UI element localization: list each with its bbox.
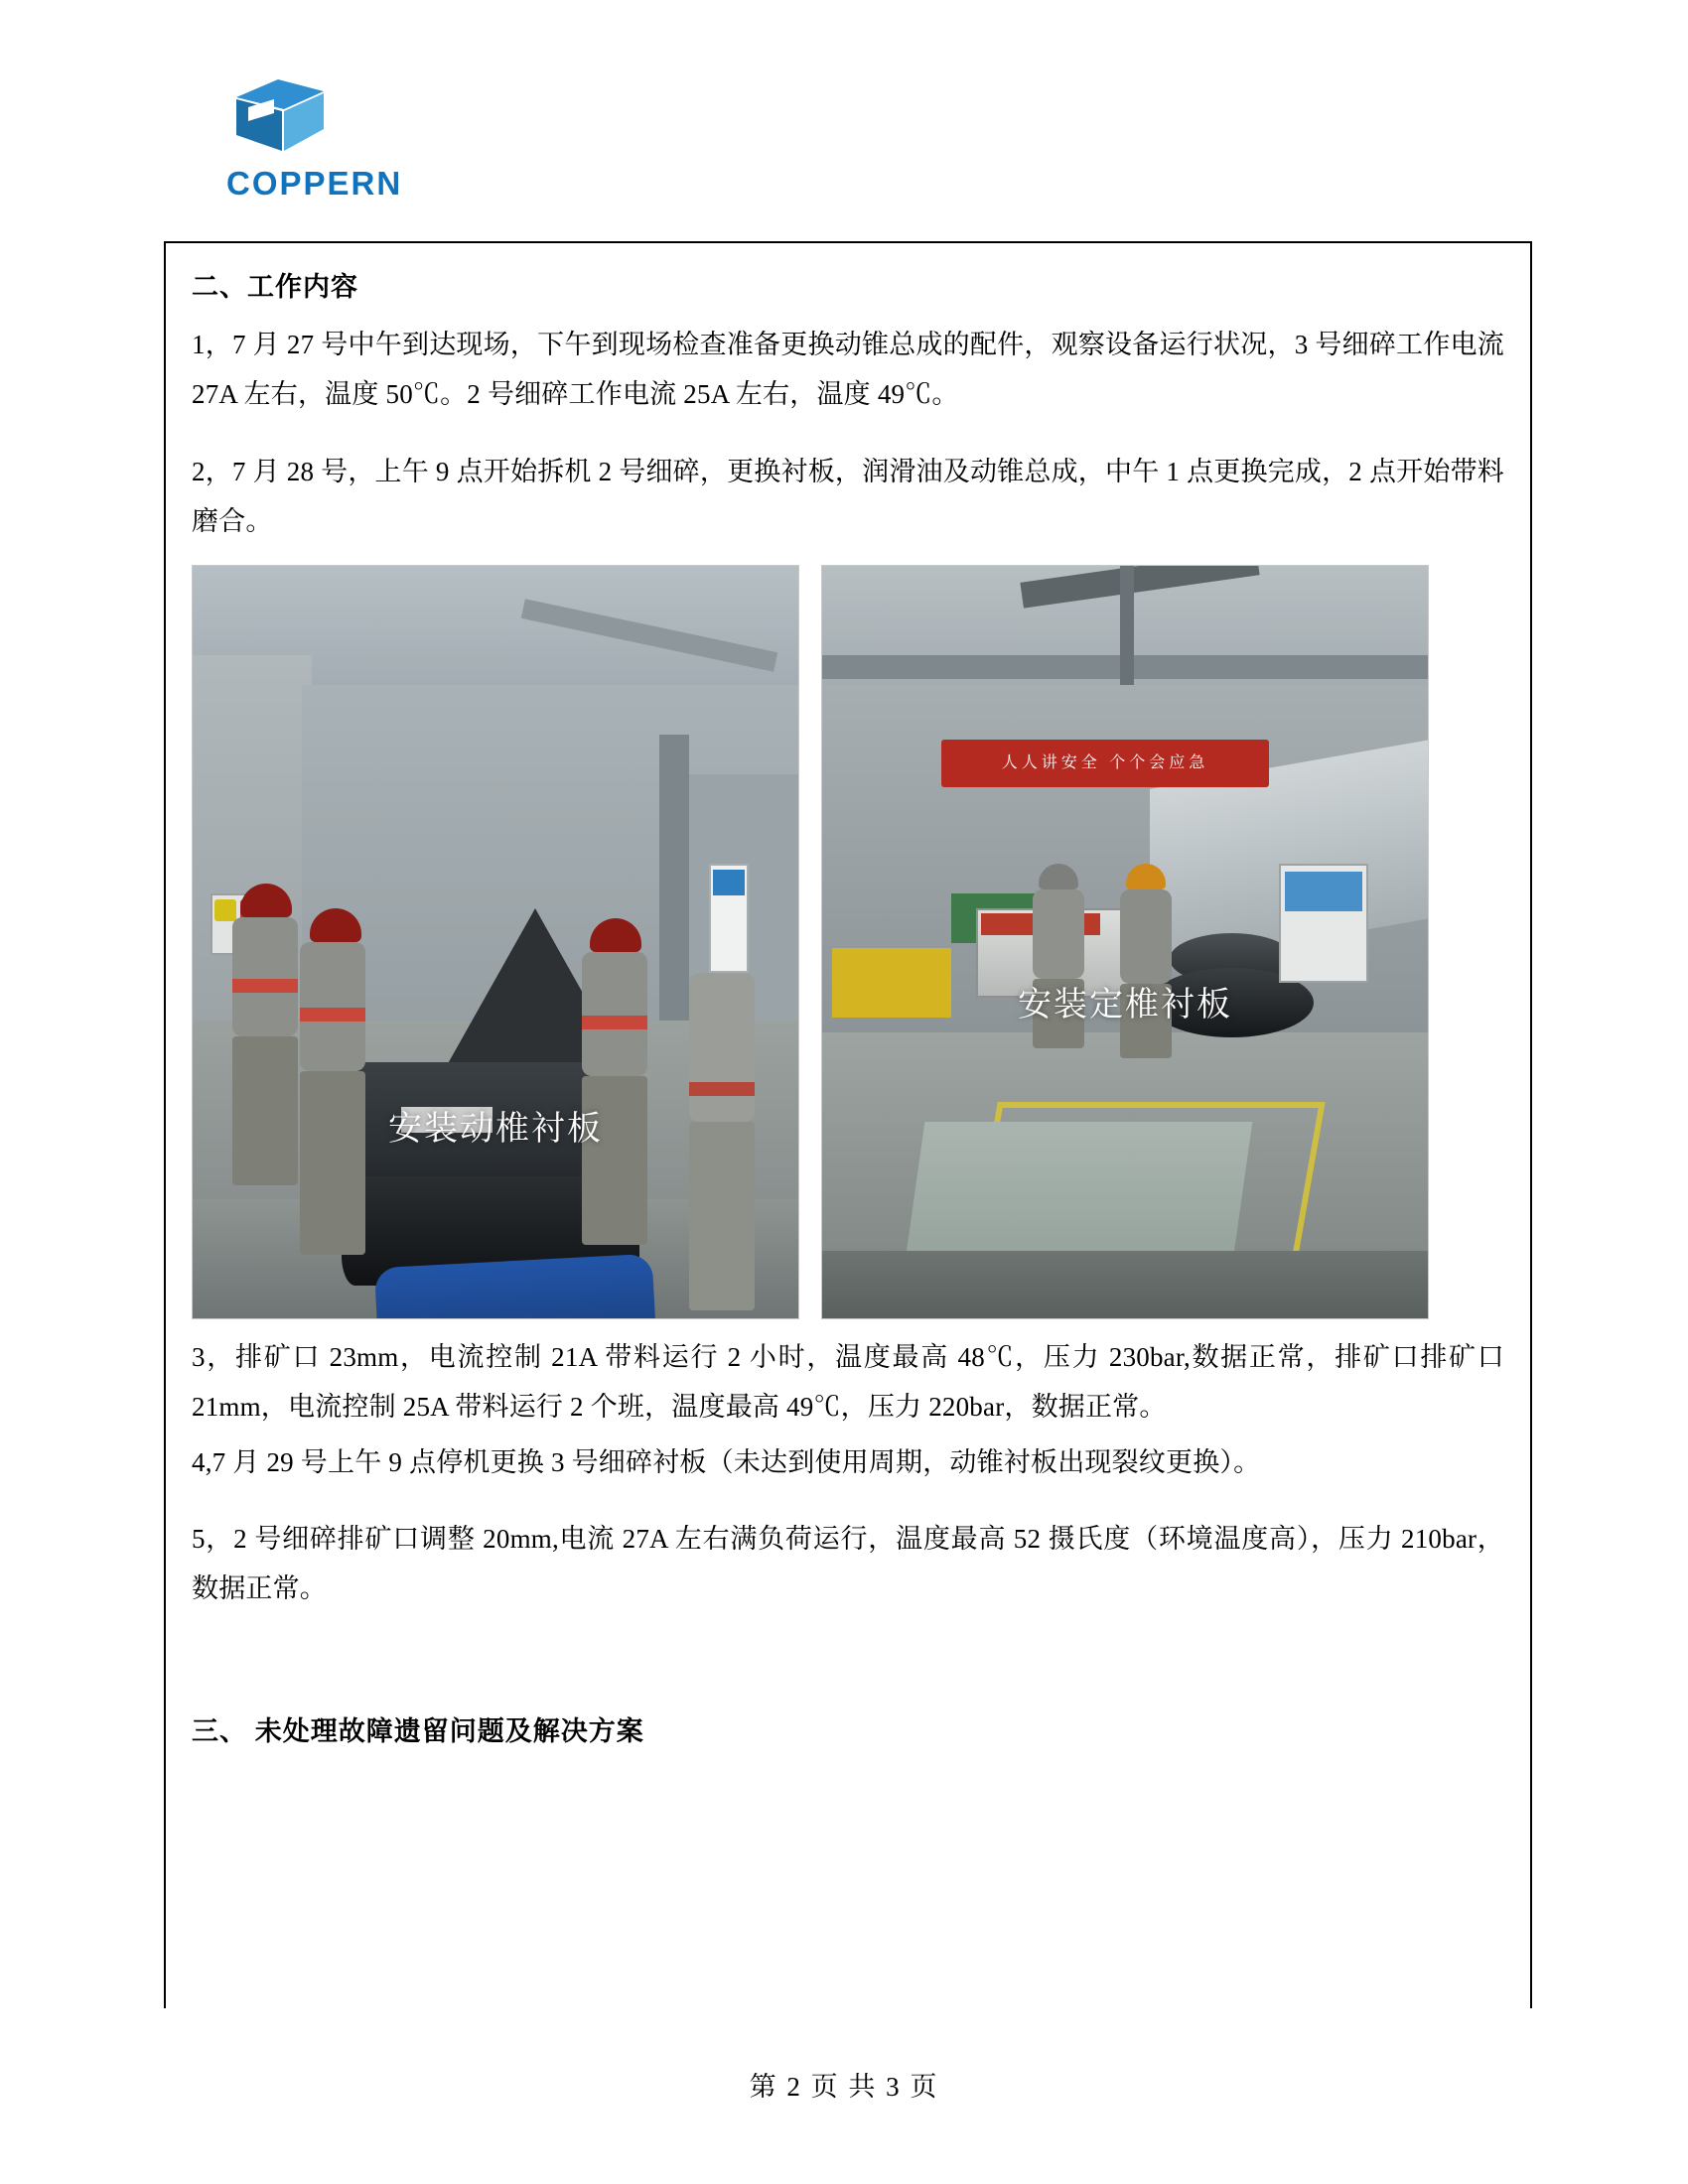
paragraph-3: 3，排矿口 23mm，电流控制 21A 带料运行 2 小时，温度最高 48℃，压力 230bar,数据正常，排矿口排矿口 21mm，电流控制 25A 带料运行 2 个班，温度最高 49℃，压力 220bar，数据正常。	[192, 1341, 1504, 1422]
brand-name: COPPERN	[226, 165, 403, 202]
content-frame	[164, 241, 1532, 2008]
section-three-heading: 三、 未处理故障遗留问题及解决方案	[192, 1716, 644, 1747]
install-fixed-cone-liner-photo	[821, 565, 1429, 1319]
paragraph-1: 1，7 月 27 号中午到达现场，下午到现场检查准备更换动锥总成的配件，观察设备运行状况，3 号细碎工作电流 27A 左右，温度 50℃。2 号细碎工作电流 25A 左右，温度 49℃。	[192, 329, 1504, 409]
safety-banner	[941, 740, 1269, 787]
photo-caption: 安装动椎衬板	[388, 1109, 603, 1148]
section-two-heading: 二、工作内容	[192, 272, 358, 302]
page-footer: 第 2 页 共 3 页	[749, 2072, 939, 2102]
photo-caption: 安装定椎衬板	[1018, 985, 1232, 1024]
cube-logo-icon	[226, 77, 353, 155]
paragraph-4: 4,7 月 29 号上午 9 点停机更换 3 号细碎衬板（未达到使用周期，动锥衬板出现裂纹更换）。	[192, 1446, 1261, 1477]
paragraph-2: 2，7 月 28 号，上午 9 点开始拆机 2 号细碎，更换衬板，润滑油及动锥总成，中午 1 点更换完成，2 点开始带料磨合。	[192, 456, 1504, 536]
company-logo	[226, 77, 475, 203]
safety-banner-text: 人人讲安全 个个会应急	[1001, 753, 1209, 771]
photo-row	[192, 565, 1504, 1319]
paragraph-5: 5，2 号细碎排矿口调整 20mm,电流 27A 左右满负荷运行，温度最高 52 摄氏度（环境温度高），压力 210bar，数据正常。	[192, 1524, 1504, 1604]
install-moving-cone-liner-photo	[192, 565, 799, 1319]
